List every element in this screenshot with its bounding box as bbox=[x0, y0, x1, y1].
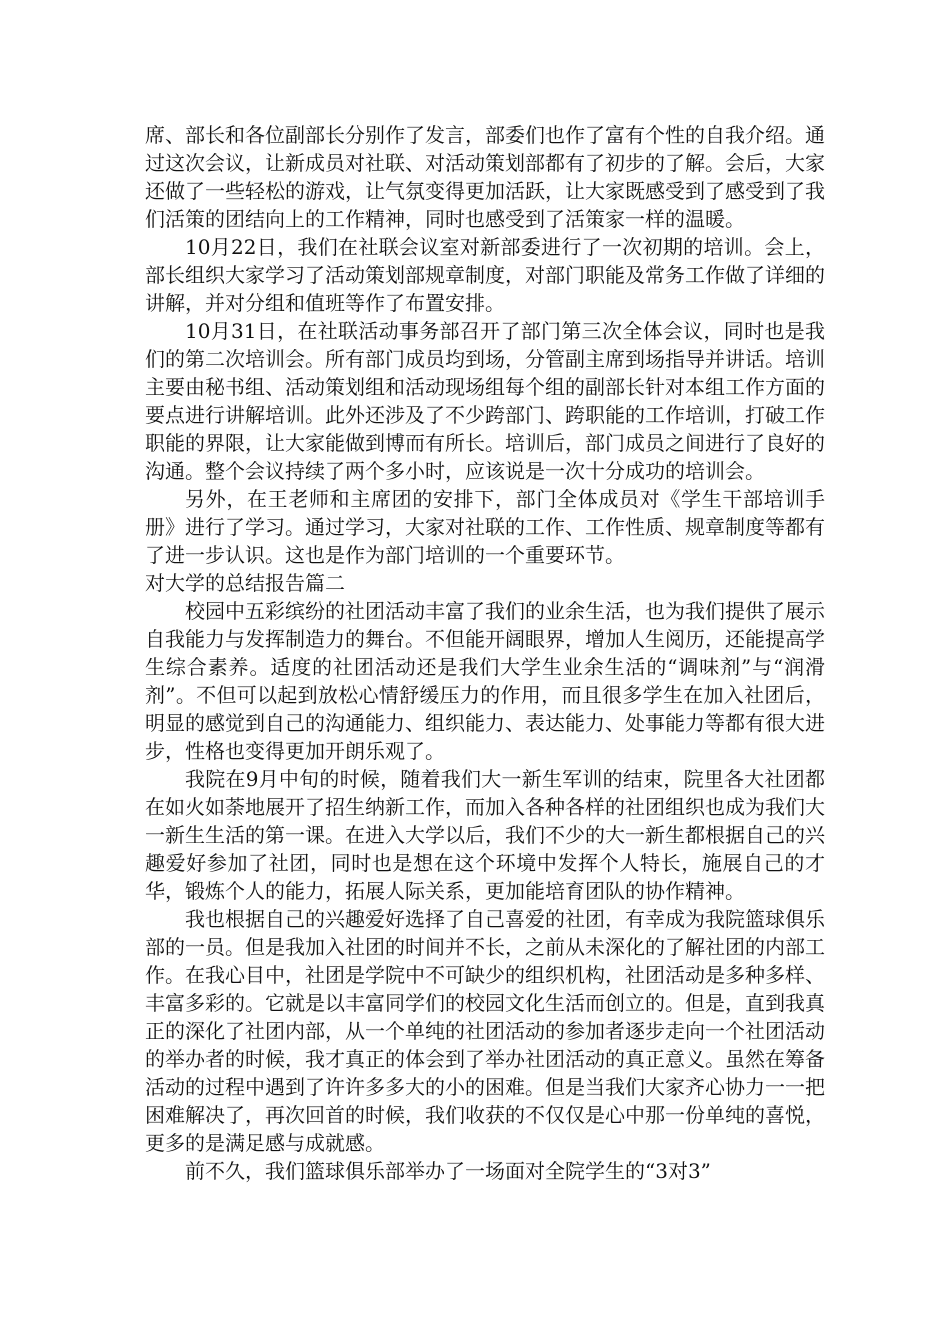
paragraph: 席、部长和各位副部长分别作了发言，部委们也作了富有个性的自我介绍。通过这次会议，让新成员对社联、对活动策划部都有了初步的了解。会后，大家还做了一些轻松的游戏，让气氛变得更加活跃，让大家既感受到了感受到了我们活策的团结向上的工作精神，同时也感受到了活策家一样的温暖。 bbox=[145, 123, 825, 231]
document-body bbox=[145, 121, 825, 1185]
paragraph: 另外，在王老师和主席团的安排下，部门全体成员对《学生干部培训手册》进行了学习。通过学习，大家对社联的工作、工作性质、规章制度等都有了进一步认识。这也是作为部门培训的一个重要环节。 bbox=[145, 487, 825, 567]
paragraph: 前不久，我们篮球俱乐部举办了一场面对全院学生的“3对3” bbox=[185, 1159, 711, 1183]
paragraph: 我也根据自己的兴趣爱好选择了自己喜爱的社团，有幸成为我院篮球俱乐部的一员。但是我加入社团的时间并不长，之前从未深化的了解社团的内部工作。在我心目中，社团是学院中不可缺少的组织机构，社团活动是多种多样、丰富多彩的。它就是以丰富同学们的校园文化生活而创立的。但是，直到我真正的深化了社团内部，从一个单纯的社团活动的参加者逐步走向一个社团活动的举办者的时候，我才真正的体会到了举办社团活动的真正意义。虽然在筹备活动的过程中遇到了许许多多大的小的困难。但是当我们大家齐心协力一一把困难解决了，再次回首的时候，我们收获的不仅仅是心中那一份单纯的喜悦，更多的是满足感与成就感。 bbox=[145, 907, 825, 1155]
paragraph: 10月22日，我们在社联会议室对新部委进行了一次初期的培训。会上，部长组织大家学习了活动策划部规章制度，对部门职能及常务工作做了详细的讲解，并对分组和值班等作了布置安排。 bbox=[145, 235, 825, 315]
paragraph: 10月31日，在社联活动事务部召开了部门第三次全体会议，同时也是我们的第二次培训会。所有部门成员均到场，分管副主席到场指导并讲话。培训主要由秘书组、活动策划组和活动现场组每个组的副部长针对本组工作方面的要点进行讲解培训。此外还涉及了不少跨部门、跨职能的工作培训，打破工作职能的界限，让大家能做到博而有所长。培训后，部门成员之间进行了良好的沟通。整个会议持续了两个多小时，应该说是一次十分成功的培训会。 bbox=[145, 319, 825, 483]
paragraph: 我院在9月中旬的时候，随着我们大一新生军训的结束，院里各大社团都在如火如荼地展开了招生纳新工作，而加入各种各样的社团组织也成为我们大一新生生活的第一课。在进入大学以后，我们不少的大一新生都根据自己的兴趣爱好参加了社团，同时也是想在这个环境中发挥个人特长，施展自己的才华，锻炼个人的能力，拓展人际关系，更加能培育团队的协作精神。 bbox=[145, 767, 825, 903]
section-heading: 对大学的总结报告篇二 bbox=[145, 571, 345, 595]
paragraph: 校园中五彩缤纷的社团活动丰富了我们的业余生活，也为我们提供了展示自我能力与发挥制造力的舞台。不但能开阔眼界，增加人生阅历，还能提高学生综合素养。适度的社团活动还是我们大学生业余生活的“调味剂”与“润滑剂”。不但可以起到放松心情舒缓压力的作用，而且很多学生在加入社团后，明显的感觉到自己的沟通能力、组织能力、表达能力、处事能力等都有很大进步，性格也变得更加开朗乐观了。 bbox=[145, 599, 825, 763]
